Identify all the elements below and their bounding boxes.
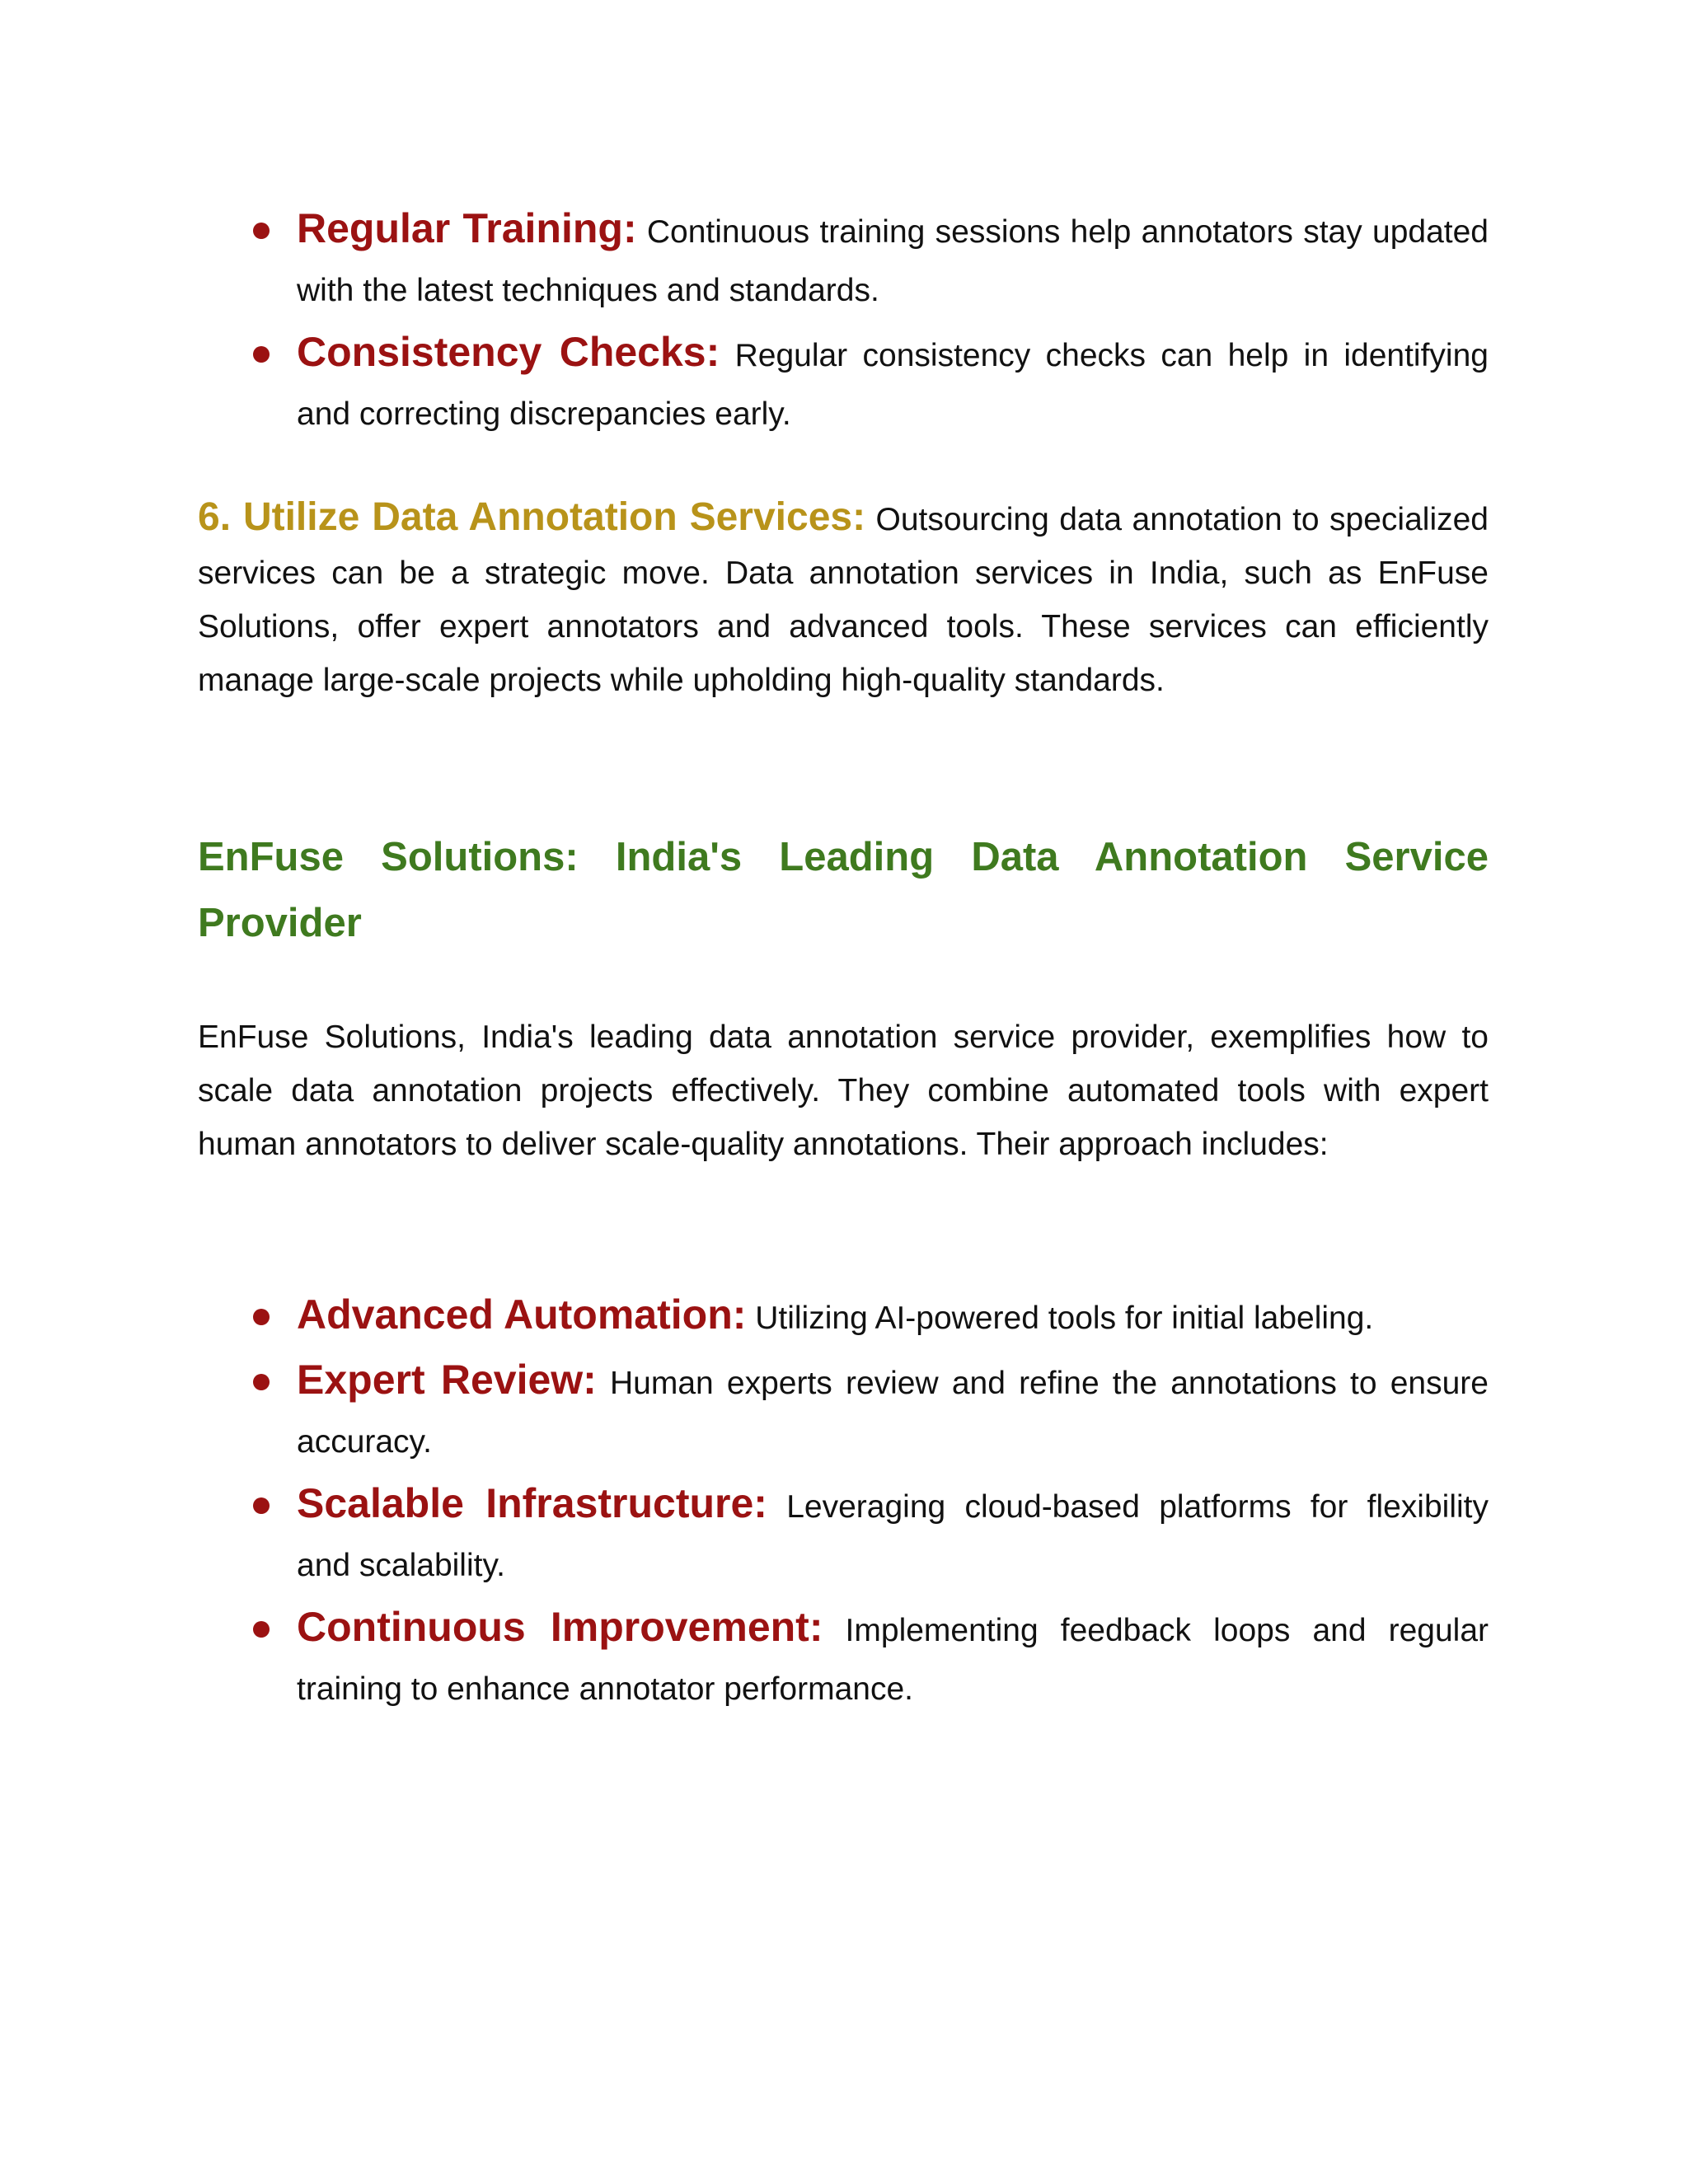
list-item-term: Scalable Infrastructure: [297,1480,767,1526]
bullet-icon [253,223,270,239]
list-item [198,1351,1489,1471]
list-item [198,323,1489,443]
bullet-icon [253,1621,270,1638]
list-item [198,1598,1489,1718]
list-item-text: Implementing feedback loops and regular training to enhance annotator performance. [297,1613,1489,1707]
approach-bullet-list [198,1286,1489,1722]
section-heading: EnFuse Solutions: India's Leading Data Annotation Service Provider [198,835,1489,945]
list-item [198,1474,1489,1595]
list-item-text: Leveraging cloud-based platforms for flexibility and scalability. [297,1489,1489,1583]
list-item-text: Human experts review and refine the annotations to ensure accuracy. [297,1366,1489,1460]
list-item-text: Regular consistency checks can help in identifying and correcting discrepancies early. [297,338,1489,432]
list-item-term: Consistency Checks: [297,329,720,375]
section-6-term: 6. Utilize Data Annotation Services: [198,495,866,539]
list-item [198,1286,1489,1347]
bullet-icon [253,1374,270,1390]
list-item-term: Advanced Automation: [297,1291,747,1338]
list-item-term: Continuous Improvement: [297,1604,823,1650]
list-item-text: Continuous training sessions help annotators stay updated with the latest techniques and standards. [297,214,1489,308]
list-item [198,199,1489,320]
section-6-text: Outsourcing data annotation to specialized services can be a strategic move. Data annotation services in India, such as EnFuse Solutions, offer expert annotators and advanced tools. These services can efficiently manage large-scale projects while upholding high-quality standards. [198,502,1489,698]
bullet-icon [253,1309,270,1325]
intro-paragraph: EnFuse Solutions, India's leading data annotation service provider, exemplifies how to scale data annotation projects effectively. They combine automated tools with expert human annotators to deliver scale-quality annotations. Their approach includes: [198,1019,1489,1162]
bullet-icon [253,346,270,363]
list-item-text: Utilizing AI-powered tools for initial labeling. [746,1301,1374,1336]
list-item-term: Expert Review: [297,1357,597,1403]
section-6-paragraph [198,490,1489,707]
bullet-icon [253,1497,270,1514]
top-bullet-list [198,199,1489,447]
list-item-term: Regular Training: [297,205,637,251]
